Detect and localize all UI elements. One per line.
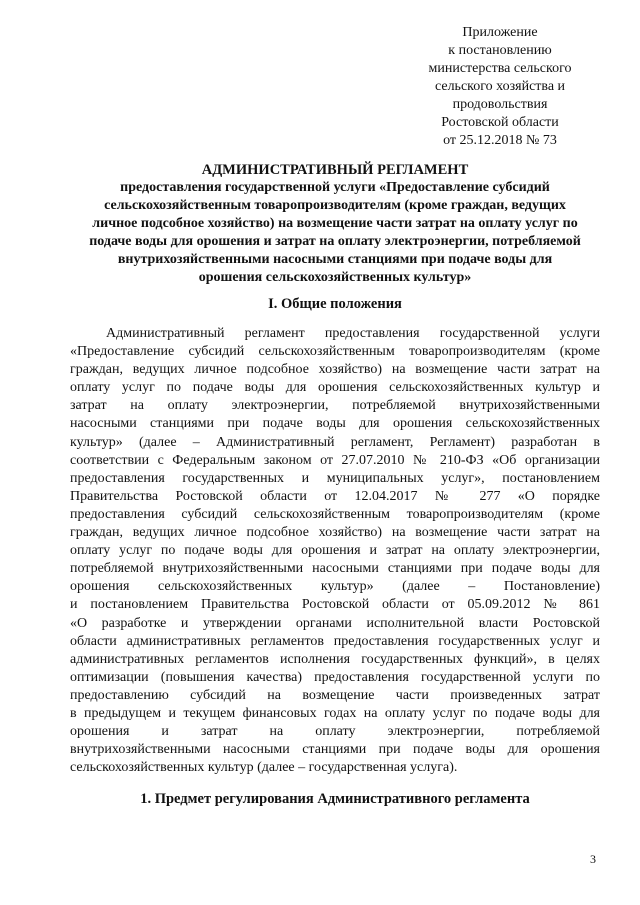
paragraph-line: в предыдущем и текущем финансовых годах на оплату услуг по подаче воды для (70, 705, 600, 721)
subtitle-line: орошения сельскохозяйственных культур» (198, 270, 472, 285)
subtitle-line: внутрихозяйственными насосными станциями при подаче воды для (117, 252, 553, 267)
appendix-line: от 25.12.2018 № 73 (443, 133, 557, 148)
subtitle-line: предоставления государственной услуги «Предоставление субсидий (120, 180, 550, 195)
paragraph-line: затрат на оплату электроэнергии, потребляемой внутрихозяйственными (70, 398, 600, 414)
subtitle-line: подаче воды для орошения и затрат на оплату электроэнергии, потребляемой (89, 234, 581, 249)
subtitle-line: личное подсобное хозяйство) на возмещение части затрат на оплату услуг по (92, 216, 578, 231)
paragraph-line: потребляемой внутрихозяйственными насосными станциями при подаче воды для (70, 561, 600, 577)
paragraph-line: области административных регламентов предоставления государственных услуг и (70, 633, 600, 649)
subtitle-line: сельскохозяйственным товаропроизводителям (кроме граждан, ведущих (104, 198, 566, 213)
section-heading-general: I. Общие положения (268, 296, 402, 312)
page-number: 3 (590, 852, 596, 866)
paragraph-line: оплату услуг по подаче воды для орошения сельскохозяйственных культур и (70, 380, 600, 396)
appendix-line: к постановлению (448, 43, 552, 58)
paragraph-line: предоставления государственных и муниципальных услуг», постановлением (70, 470, 600, 486)
paragraph-line: оплату услуг по подаче воды для орошения и затрат на оплату электроэнергии, (70, 543, 600, 559)
paragraph-line: предоставлению субсидий на возмещение части произведенных затрат (70, 687, 600, 703)
paragraph-line: «Предоставление субсидий сельскохозяйственным товаропроизводителям (кроме (70, 344, 600, 360)
paragraph-line: оптимизации (повышения качества) предоставления государственной услуги по (70, 669, 600, 685)
appendix-line: продовольствия (452, 97, 548, 112)
appendix-line: министерства сельского (428, 61, 572, 76)
body-paragraph (70, 325, 600, 777)
paragraph-line: Административный регламент предоставления государственной услуги (106, 326, 600, 341)
paragraph-line: и постановлением Правительства Ростовской области от 05.09.2012 № 861 (70, 597, 600, 613)
appendix-line: Приложение (462, 25, 538, 40)
paragraph-line: насосными станциями при подаче воды для орошения сельскохозяйственных (70, 416, 600, 432)
paragraph-line: «О разработке и утверждении органами исполнительной власти Ростовской (70, 615, 600, 631)
appendix-line: Ростовской области (441, 115, 559, 130)
paragraph-line: Правительства Ростовской области от 12.04.2017 № 277 «О порядке (70, 488, 600, 504)
paragraph-line: соответствии с Федеральным законом от 27.07.2010 № 210-ФЗ «Об организации (70, 452, 600, 468)
paragraph-line: орошения и затрат на оплату электроэнергии, потребляемой (70, 724, 600, 740)
appendix-block (410, 24, 590, 150)
document-title: АДМИНИСТРАТИВНЫЙ РЕГЛАМЕНТ (201, 162, 469, 178)
paragraph-line: предоставления субсидий сельскохозяйственным товаропроизводителям (кроме (70, 506, 600, 522)
paragraph-line: граждан, ведущих личное подсобное хозяйство) на возмещение части затрат на (70, 362, 600, 378)
paragraph-line: административных регламентов исполнения государственных функций», в целях (70, 651, 600, 667)
document-subtitle (70, 179, 600, 287)
paragraph-line: орошения сельскохозяйственных культур» (далее – Постановление) (70, 579, 600, 595)
appendix-line: сельского хозяйства и (434, 79, 566, 94)
paragraph-line: внутрихозяйственными насосными станциями при подаче воды для орошения (70, 742, 600, 758)
paragraph-line: сельскохозяйственных культур (далее – государственная услуга). (70, 760, 458, 776)
paragraph-line: граждан, ведущих личное подсобное хозяйство) на возмещение части затрат на (70, 525, 600, 541)
paragraph-line: культур» (далее – Административный регламент, Регламент) разработан в (70, 434, 600, 450)
section-heading-subject: 1. Предмет регулирования Административного регламента (140, 791, 530, 807)
